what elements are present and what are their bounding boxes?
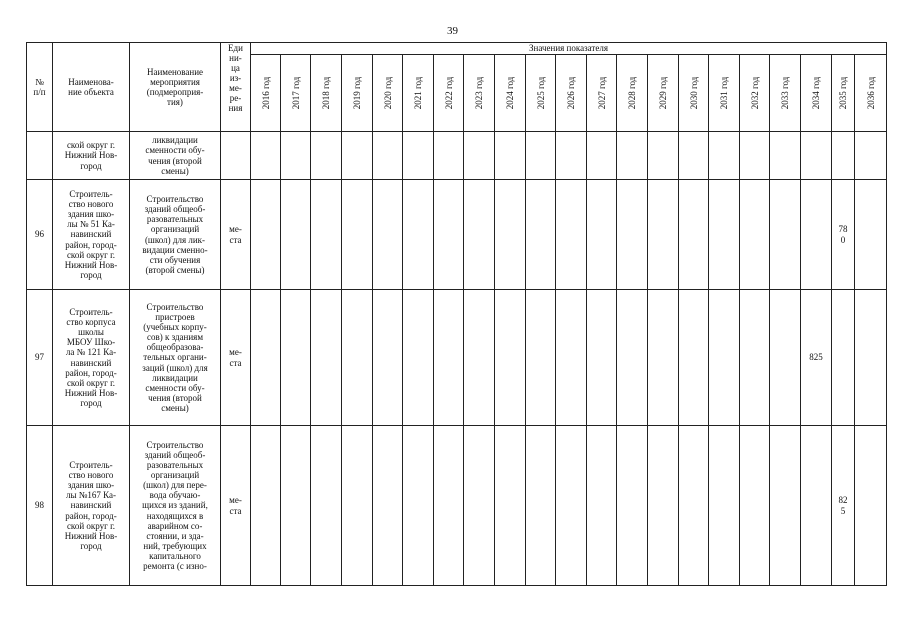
value-cell	[617, 290, 648, 426]
value-cell	[251, 180, 281, 290]
value-cell	[679, 426, 709, 586]
value-cell	[251, 132, 281, 180]
value-cell: 78 0	[832, 180, 855, 290]
value-cell	[740, 132, 770, 180]
value-cell	[801, 132, 832, 180]
header-year: 2018 год	[311, 55, 342, 132]
object-name: Строитель- ство нового здания шко- лы №167 Ка- навинский район, город- ской округ г. Нижний Нов- город	[53, 426, 130, 586]
row-number	[27, 132, 53, 180]
row-number: 96	[27, 180, 53, 290]
value-cell	[587, 290, 617, 426]
value-cell	[251, 290, 281, 426]
row-number: 98	[27, 426, 53, 586]
table-row	[27, 132, 887, 180]
value-cell	[464, 132, 495, 180]
value-cell	[648, 426, 679, 586]
header-year: 2036 год	[855, 55, 887, 132]
event-name: ликвидации сменности обу- чения (второй смены)	[130, 132, 221, 180]
value-cell	[770, 132, 801, 180]
header-year: 2030 год	[679, 55, 709, 132]
value-cell	[403, 132, 434, 180]
value-cell	[770, 180, 801, 290]
header-year: 2026 год	[556, 55, 587, 132]
header-year: 2032 год	[740, 55, 770, 132]
value-cell	[556, 426, 587, 586]
value-cell	[770, 426, 801, 586]
value-cell	[464, 290, 495, 426]
value-cell	[648, 180, 679, 290]
unit-cell: ме- ста	[221, 180, 251, 290]
value-cell	[495, 426, 526, 586]
value-cell	[770, 290, 801, 426]
value-cell	[495, 290, 526, 426]
header-year: 2031 год	[709, 55, 740, 132]
value-cell	[832, 132, 855, 180]
value-cell	[434, 290, 464, 426]
value-cell: 82 5	[832, 426, 855, 586]
row-number: 97	[27, 290, 53, 426]
value-cell	[311, 426, 342, 586]
value-cell	[373, 180, 403, 290]
value-cell: 825	[801, 290, 832, 426]
header-year: 2017 год	[281, 55, 311, 132]
header-year: 2027 год	[587, 55, 617, 132]
value-cell	[855, 132, 887, 180]
header-year: 2021 год	[403, 55, 434, 132]
header-year: 2035 год	[832, 55, 855, 132]
header-year: 2019 год	[342, 55, 373, 132]
value-cell	[801, 180, 832, 290]
value-cell	[281, 290, 311, 426]
value-cell	[311, 290, 342, 426]
object-name: Строитель- ство корпуса школы МБОУ Шко- ла № 121 Ка- навинский район, город- ской округ г. Нижний Нов- город	[53, 290, 130, 426]
header-year: 2033 год	[770, 55, 801, 132]
value-cell	[464, 426, 495, 586]
value-cell	[740, 180, 770, 290]
value-cell	[587, 180, 617, 290]
value-cell	[855, 426, 887, 586]
value-cell	[587, 132, 617, 180]
value-cell	[526, 426, 556, 586]
header-values-group: Значения показателя	[251, 43, 887, 55]
value-cell	[281, 132, 311, 180]
value-cell	[403, 426, 434, 586]
value-cell	[740, 426, 770, 586]
value-cell	[373, 290, 403, 426]
header-year: 2016 год	[251, 55, 281, 132]
value-cell	[709, 426, 740, 586]
header-year: 2025 год	[526, 55, 556, 132]
event-name: Строительство зданий общеоб- разовательных организаций (школ) для лик- видации сменно- сти обучения (второй смены)	[130, 180, 221, 290]
value-cell	[526, 290, 556, 426]
value-cell	[373, 132, 403, 180]
header-num: № п/п	[27, 43, 53, 132]
value-cell	[709, 180, 740, 290]
header-event: Наименование мероприятия (подмероприя- тия)	[130, 43, 221, 132]
value-cell	[495, 132, 526, 180]
value-cell	[373, 426, 403, 586]
value-cell	[855, 180, 887, 290]
value-cell	[855, 290, 887, 426]
value-cell	[342, 132, 373, 180]
table-row	[27, 290, 887, 426]
unit-cell	[221, 132, 251, 180]
value-cell	[251, 426, 281, 586]
header-year: 2023 год	[464, 55, 495, 132]
value-cell	[403, 290, 434, 426]
value-cell	[556, 290, 587, 426]
value-cell	[801, 426, 832, 586]
header-object: Наименова- ние объекта	[53, 43, 130, 132]
value-cell	[434, 426, 464, 586]
header-year: 2020 год	[373, 55, 403, 132]
header-year: 2022 год	[434, 55, 464, 132]
value-cell	[556, 180, 587, 290]
value-cell	[740, 290, 770, 426]
page-number: 39	[447, 25, 458, 37]
value-cell	[281, 426, 311, 586]
value-cell	[709, 132, 740, 180]
value-cell	[648, 290, 679, 426]
unit-cell: ме- ста	[221, 426, 251, 586]
value-cell	[526, 132, 556, 180]
object-name: Строитель- ство нового здания шко- лы № 51 Ка- навинский район, город- ской округ г. Нижний Нов- город	[53, 180, 130, 290]
value-cell	[403, 180, 434, 290]
value-cell	[587, 426, 617, 586]
value-cell	[342, 290, 373, 426]
value-cell	[832, 290, 855, 426]
value-cell	[311, 180, 342, 290]
object-name: ской округ г. Нижний Нов- город	[53, 132, 130, 180]
event-name: Строительство пристроев (учебных корпу- сов) к зданиям общеобразова- тельных органи- заций (школ) для ликвидации сменности обу- чения (второй смены)	[130, 290, 221, 426]
header-unit: Еди ни- ца из- ме- ре- ния	[221, 43, 251, 132]
value-cell	[617, 180, 648, 290]
unit-cell: ме- ста	[221, 290, 251, 426]
value-cell	[617, 426, 648, 586]
indicator-table	[26, 42, 887, 586]
event-name: Строительство зданий общеоб- разовательных организаций (школ) для пере- вода обучаю- щихся из зданий, находящихся в аварийном со- стоянии, и зда- ний, требующих капитального ремонта (с изно-	[130, 426, 221, 586]
value-cell	[556, 132, 587, 180]
value-cell	[434, 180, 464, 290]
value-cell	[495, 180, 526, 290]
header-year: 2028 год	[617, 55, 648, 132]
value-cell	[617, 132, 648, 180]
value-cell	[526, 180, 556, 290]
value-cell	[464, 180, 495, 290]
value-cell	[342, 426, 373, 586]
value-cell	[709, 290, 740, 426]
header-year: 2029 год	[648, 55, 679, 132]
table-row	[27, 180, 887, 290]
value-cell	[679, 132, 709, 180]
value-cell	[342, 180, 373, 290]
value-cell	[281, 180, 311, 290]
value-cell	[679, 290, 709, 426]
value-cell	[679, 180, 709, 290]
header-year: 2034 год	[801, 55, 832, 132]
value-cell	[648, 132, 679, 180]
header-year: 2024 год	[495, 55, 526, 132]
value-cell	[311, 132, 342, 180]
table-row	[27, 426, 887, 586]
value-cell	[434, 132, 464, 180]
